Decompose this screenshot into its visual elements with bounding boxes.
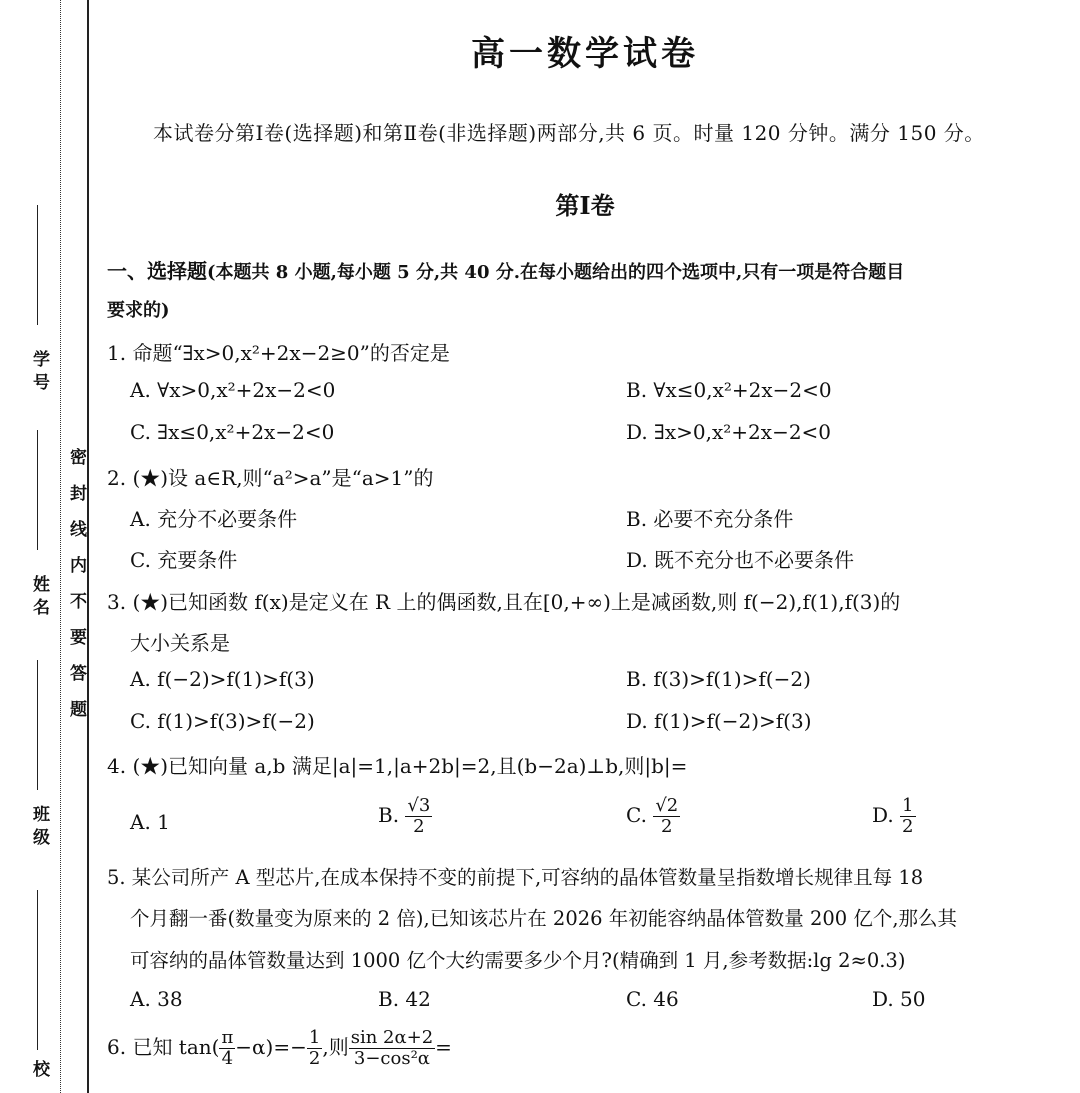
page-title: 高一数学试卷 xyxy=(471,34,699,74)
q2-option-b: B. 必要不充分条件 xyxy=(626,507,794,531)
section-note: (本题共 8 小题,每小题 5 分,共 40 分.在每小题给出的四个选项中,只有一项是符合题目 xyxy=(207,262,905,283)
q6-expr-num: sin 2α+2 xyxy=(350,1027,434,1048)
q1-option-c: C. ∃x≤0,x²+2x−2<0 xyxy=(130,420,335,444)
q4-d-denominator: 2 xyxy=(902,815,914,837)
q1-option-b: B. ∀x≤0,x²+2x−2<0 xyxy=(626,378,832,402)
q5-option-b: B. 42 xyxy=(378,987,431,1011)
q6-pi-fraction xyxy=(219,1028,235,1069)
q1-option-a: A. ∀x>0,x²+2x−2<0 xyxy=(130,378,336,402)
q3-stem-cont: 大小关系是 xyxy=(130,631,230,655)
q6-half-den: 2 xyxy=(308,1047,321,1069)
class-blank xyxy=(37,660,38,790)
q4-option-d xyxy=(872,796,916,837)
binding-margin xyxy=(0,0,90,1093)
q4-b-numerator: √3 xyxy=(407,795,431,816)
q4-stem: 4. (★)已知向量 a,b 满足|a|=1,|a+2b|=2,且(b−2a)⊥b,则|b|= xyxy=(107,754,688,778)
seal-warning: 密封线内不要答题 xyxy=(66,448,86,736)
volume-heading: 第Ⅰ卷 xyxy=(555,191,615,220)
seal-dotted-line xyxy=(60,0,61,1093)
student-id-label: 学 号 xyxy=(29,350,49,390)
q4-option-d-prefix: D. xyxy=(872,802,894,827)
q4-option-c-fraction xyxy=(653,796,680,837)
q5-option-c: C. 46 xyxy=(626,987,679,1011)
q6-then: ,则 xyxy=(322,1034,349,1059)
student-id-blank xyxy=(37,205,38,325)
school-blank xyxy=(37,890,38,1050)
q6-expr-den: 3−cos²α xyxy=(353,1047,430,1069)
q5-stem-line1: 5. 某公司所产 A 型芯片,在成本保持不变的前提下,可容纳的晶体管数量呈指数增长规律且每 18 xyxy=(107,866,924,889)
q1-option-d: D. ∃x>0,x²+2x−2<0 xyxy=(626,420,832,444)
q3-option-b: B. f(3)>f(1)>f(−2) xyxy=(626,667,811,691)
q4-option-b xyxy=(378,796,432,837)
q6-expr-fraction xyxy=(349,1028,435,1069)
school-label: 校 xyxy=(29,1060,49,1077)
intro-text: 本试卷分第Ⅰ卷(选择题)和第Ⅱ卷(非选择题)两部分,共 6 页。时量 120 分钟。满分 150 分。 xyxy=(153,121,985,145)
section-title: 一、选择题 xyxy=(107,259,207,283)
q3-option-d: D. f(1)>f(−2)>f(3) xyxy=(626,709,812,733)
q6-mid: −α)=− xyxy=(235,1034,307,1059)
q6-half-num: 1 xyxy=(308,1027,321,1048)
q4-option-c xyxy=(626,796,680,837)
q6-suffix: = xyxy=(435,1034,452,1059)
q4-d-numerator: 1 xyxy=(902,795,914,816)
class-label: 班 级 xyxy=(29,805,49,845)
q4-option-c-prefix: C. xyxy=(626,802,647,827)
section-note-cont: 要求的) xyxy=(107,300,170,321)
q5-option-d: D. 50 xyxy=(872,987,926,1011)
q4-c-numerator: √2 xyxy=(655,795,679,816)
q6-half-fraction xyxy=(307,1028,322,1069)
q3-option-a: A. f(−2)>f(1)>f(3) xyxy=(130,667,315,691)
q3-stem: 3. (★)已知函数 f(x)是定义在 R 上的偶函数,且在[0,+∞)上是减函数,则 f(−2),f(1),f(3)的 xyxy=(107,590,901,614)
q6-pi-den: 4 xyxy=(221,1047,234,1069)
q2-option-a: A. 充分不必要条件 xyxy=(130,507,298,531)
q5-stem-line2: 个月翻一番(数量变为原来的 2 倍),已知该芯片在 2026 年初能容纳晶体管数量 200 亿个,那么其 xyxy=(130,907,958,930)
q2-option-d: D. 既不充分也不必要条件 xyxy=(626,548,855,572)
q6-stem xyxy=(107,1028,452,1069)
q4-c-denominator: 2 xyxy=(661,815,673,837)
q1-stem: 1. 命题“∃x>0,x²+2x−2≥0”的否定是 xyxy=(107,341,450,365)
q6-pi-num: π xyxy=(221,1027,234,1048)
q5-stem-line3: 可容纳的晶体管数量达到 1000 亿个大约需要多少个月?(精确到 1 月,参考数据:lg 2≈0.3) xyxy=(130,949,906,972)
q4-b-denominator: 2 xyxy=(413,815,425,837)
q4-option-a: A. 1 xyxy=(130,810,170,834)
q4-option-b-fraction xyxy=(405,796,432,837)
q2-stem: 2. (★)设 a∈R,则“a²>a”是“a>1”的 xyxy=(107,466,434,490)
q3-option-c: C. f(1)>f(3)>f(−2) xyxy=(130,709,315,733)
q6-prefix: 6. 已知 tan( xyxy=(107,1034,220,1059)
q5-option-a: A. 38 xyxy=(130,987,183,1011)
q4-option-d-fraction xyxy=(900,796,915,837)
q4-option-b-prefix: B. xyxy=(378,802,400,827)
name-label: 姓 名 xyxy=(29,575,49,615)
q2-option-c: C. 充要条件 xyxy=(130,548,238,572)
name-blank xyxy=(37,430,38,550)
section-heading xyxy=(107,255,904,284)
